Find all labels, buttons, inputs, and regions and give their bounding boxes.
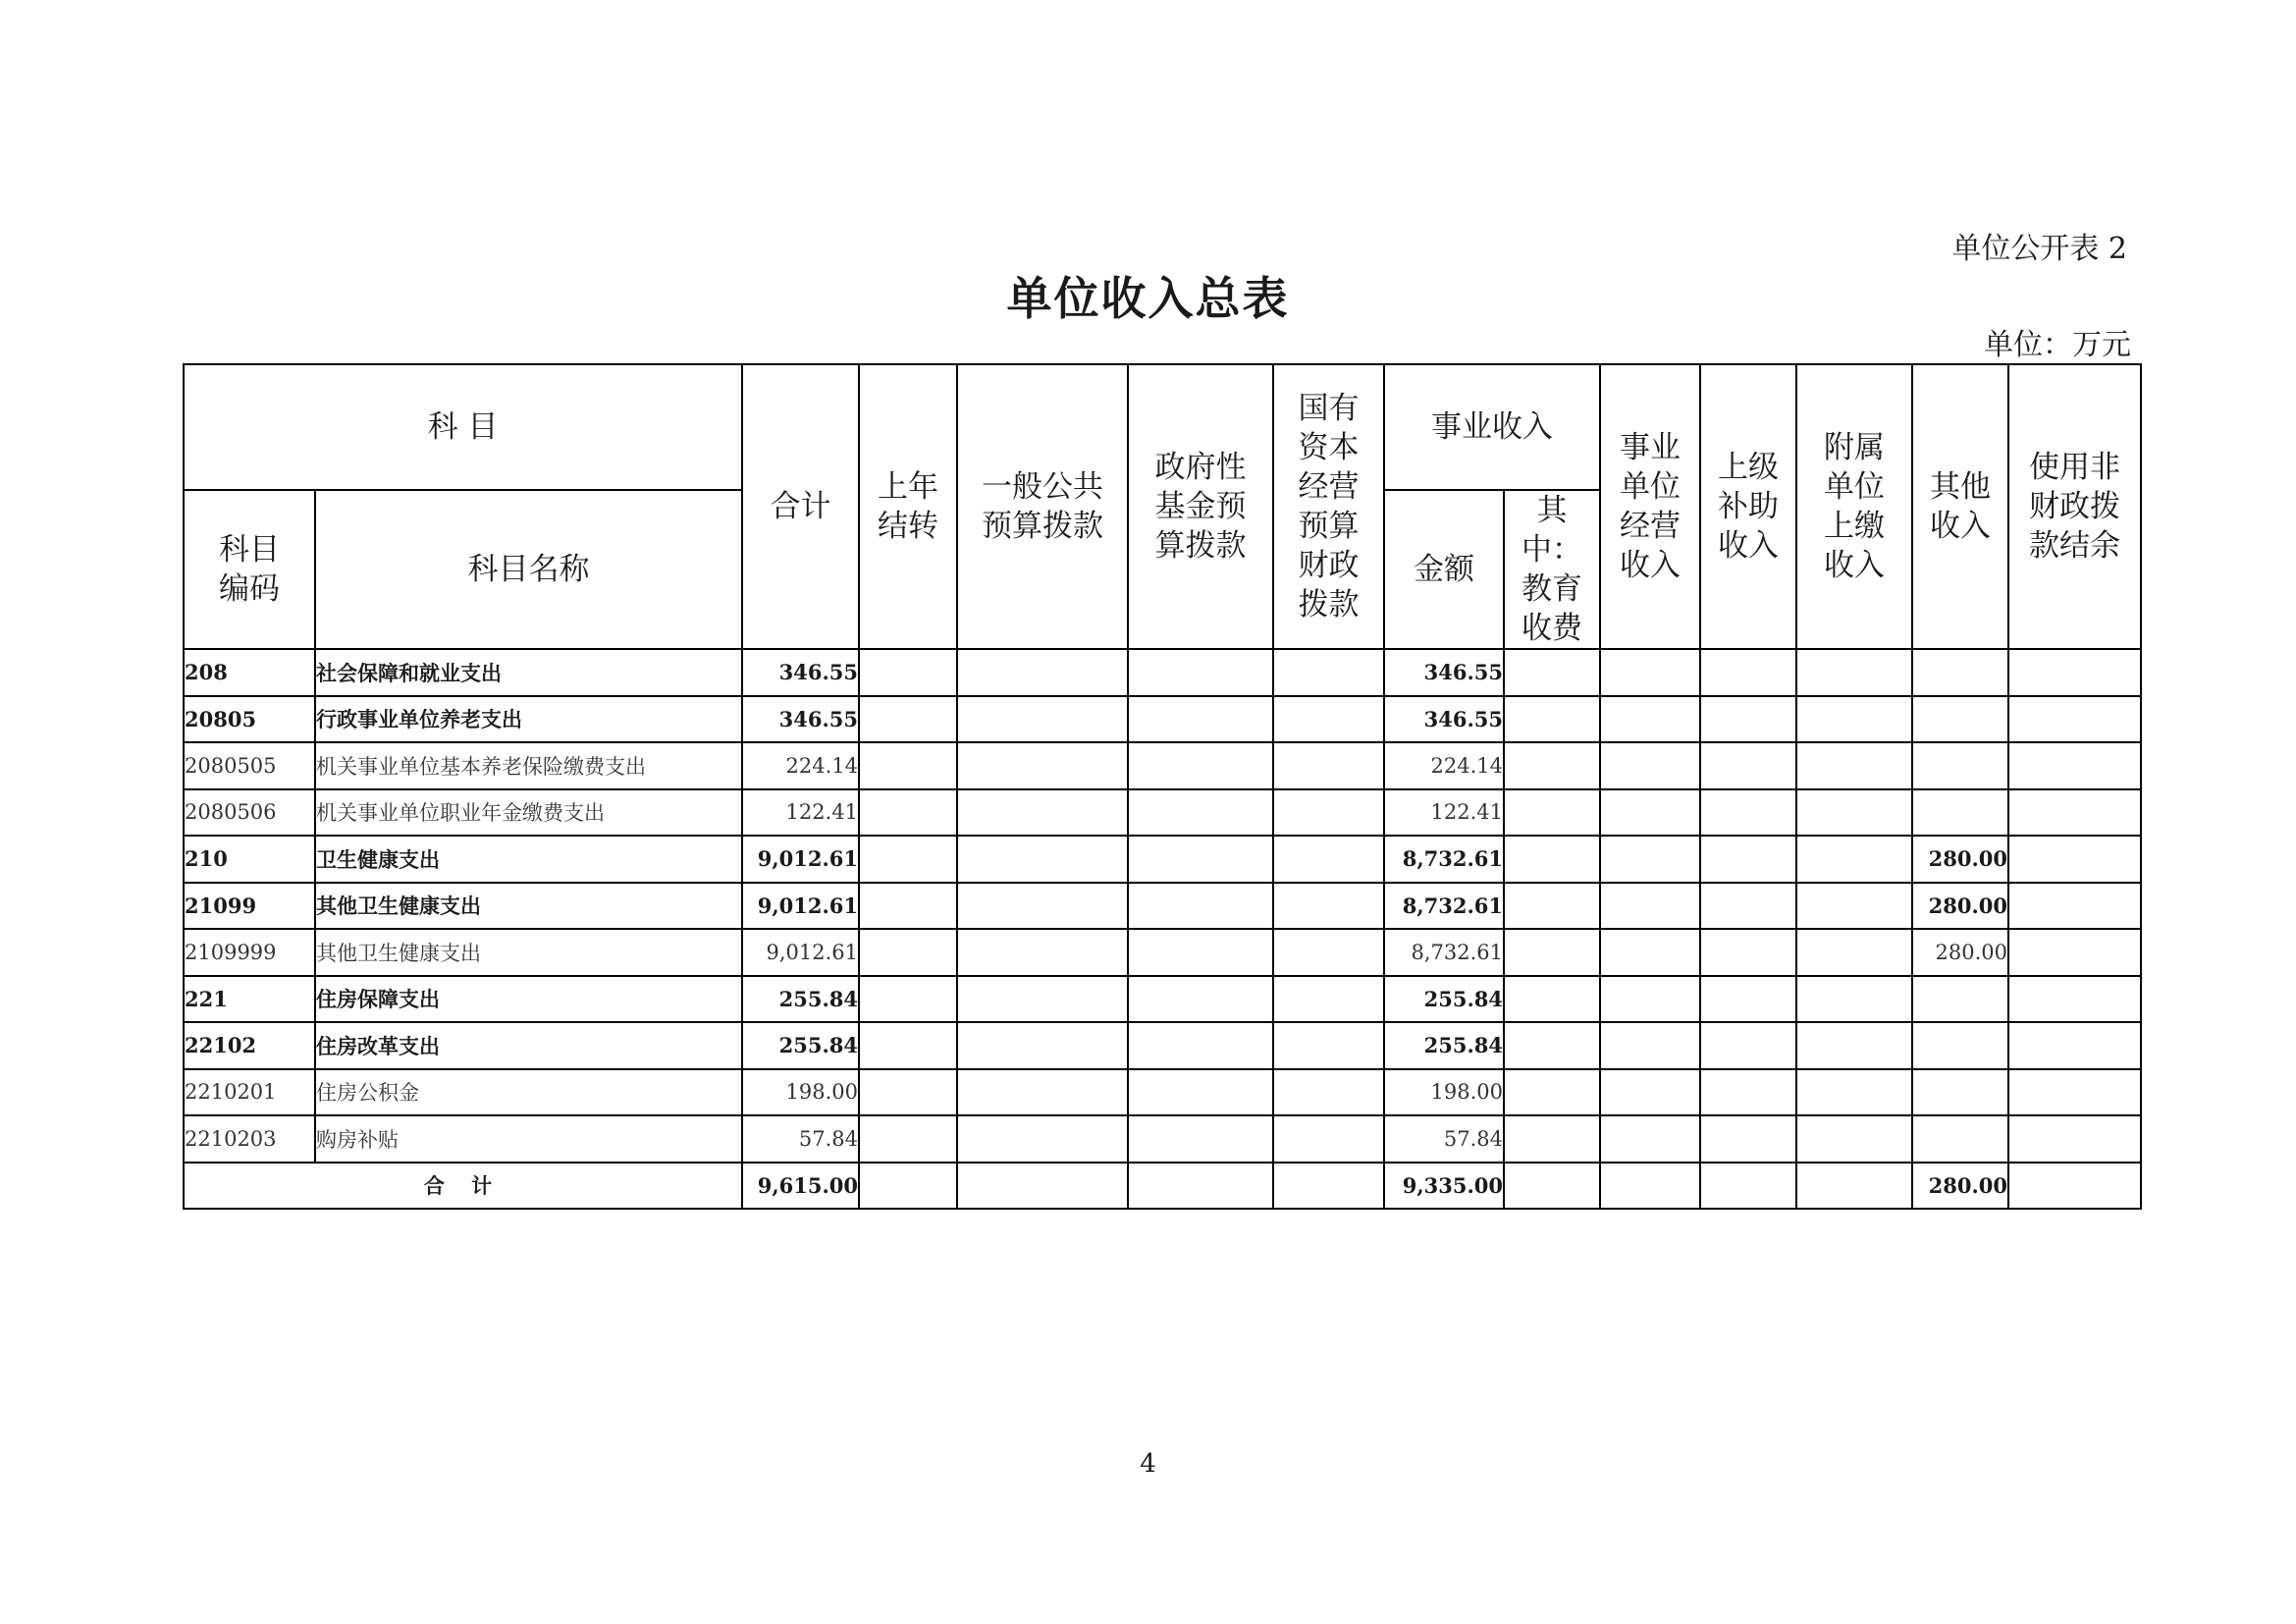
cell-name: 卫生健康支出 [315, 836, 742, 883]
cell-name: 行政事业单位养老支出 [315, 696, 742, 743]
cell-name: 机关事业单位职业年金缴费支出 [315, 789, 742, 837]
cell-code: 21099 [184, 883, 315, 930]
cell-other [1912, 1069, 2008, 1116]
cell-code: 221 [184, 976, 315, 1023]
cell-other: 280.00 [1912, 1163, 2008, 1210]
cell-amount: 255.84 [1384, 976, 1504, 1023]
cell-other [1912, 696, 2008, 743]
header-subject-code: 科目编码 [184, 490, 315, 649]
cell-code: 2080506 [184, 789, 315, 837]
header-state-capital: 国有资本经营预算财政拨款 [1273, 364, 1384, 649]
cell-total: 346.55 [742, 696, 859, 743]
cell-total: 9,012.61 [742, 883, 859, 930]
header-superior-subsidy: 上级补助收入 [1700, 364, 1796, 649]
header-carryover: 上年结转 [859, 364, 957, 649]
header-non-fiscal-balance: 使用非财政拨款结余 [2008, 364, 2141, 649]
page-title: 单位收入总表 [1006, 272, 1290, 325]
cell-amount: 9,335.00 [1384, 1163, 1504, 1210]
cell-name: 住房改革支出 [315, 1022, 742, 1069]
header-affiliated: 附属单位上缴收入 [1796, 364, 1912, 649]
total-row [184, 1163, 2141, 1210]
table-row [184, 836, 2141, 883]
header-total: 合计 [742, 364, 859, 649]
cell-code: 208 [184, 649, 315, 696]
cell-amount: 8,732.61 [1384, 929, 1504, 976]
header-other-income: 其他收入 [1912, 364, 2008, 649]
cell-amount: 8,732.61 [1384, 836, 1504, 883]
cell-other [1912, 742, 2008, 789]
cell-other: 280.00 [1912, 836, 2008, 883]
cell-total: 9,012.61 [742, 836, 859, 883]
cell-amount: 198.00 [1384, 1069, 1504, 1116]
cell-amount: 346.55 [1384, 649, 1504, 696]
cell-code: 2109999 [184, 929, 315, 976]
income-summary-table [183, 363, 2142, 1210]
header-subject-name: 科目名称 [315, 490, 742, 649]
cell-other [1912, 649, 2008, 696]
cell-name: 其他卫生健康支出 [315, 929, 742, 976]
table-row [184, 696, 2141, 743]
cell-name: 住房保障支出 [315, 976, 742, 1023]
page-number: 4 [1140, 1449, 1156, 1479]
cell-total: 255.84 [742, 1022, 859, 1069]
cell-total: 9,615.00 [742, 1163, 859, 1210]
table-row [184, 1022, 2141, 1069]
cell-amount: 8,732.61 [1384, 883, 1504, 930]
header-row-1 [184, 364, 2141, 490]
header-gov-fund: 政府性基金预算拨款 [1128, 364, 1273, 649]
table-row [184, 742, 2141, 789]
cell-amount: 224.14 [1384, 742, 1504, 789]
cell-name: 住房公积金 [315, 1069, 742, 1116]
header-operating-income: 事业单位经营收入 [1600, 364, 1700, 649]
cell-other [1912, 1022, 2008, 1069]
cell-total: 255.84 [742, 976, 859, 1023]
header-business-income: 事业收入 [1384, 364, 1600, 490]
cell-code: 22102 [184, 1022, 315, 1069]
total-label: 合 计 [184, 1163, 742, 1210]
form-number: 单位公开表 2 [1951, 232, 2127, 266]
cell-other: 280.00 [1912, 929, 2008, 976]
unit-label: 单位：万元 [1984, 328, 2131, 362]
table-row [184, 1115, 2141, 1163]
cell-amount: 122.41 [1384, 789, 1504, 837]
cell-code: 2210203 [184, 1115, 315, 1163]
table-row [184, 883, 2141, 930]
header-amount: 金额 [1384, 490, 1504, 649]
cell-total: 346.55 [742, 649, 859, 696]
cell-code: 2080505 [184, 742, 315, 789]
cell-other: 280.00 [1912, 883, 2008, 930]
table-row [184, 789, 2141, 837]
cell-amount: 346.55 [1384, 696, 1504, 743]
cell-total: 198.00 [742, 1069, 859, 1116]
cell-total: 122.41 [742, 789, 859, 837]
cell-other [1912, 1115, 2008, 1163]
cell-amount: 255.84 [1384, 1022, 1504, 1069]
table-row [184, 649, 2141, 696]
header-edu-fee: 其中：教育收费 [1504, 490, 1600, 649]
cell-name: 购房补贴 [315, 1115, 742, 1163]
cell-total: 9,012.61 [742, 929, 859, 976]
cell-other [1912, 976, 2008, 1023]
cell-code: 20805 [184, 696, 315, 743]
header-subject: 科 目 [184, 364, 742, 490]
table-row [184, 1069, 2141, 1116]
cell-name: 社会保障和就业支出 [315, 649, 742, 696]
cell-code: 2210201 [184, 1069, 315, 1116]
cell-name: 其他卫生健康支出 [315, 883, 742, 930]
table-row [184, 976, 2141, 1023]
cell-amount: 57.84 [1384, 1115, 1504, 1163]
cell-other [1912, 789, 2008, 837]
cell-total: 224.14 [742, 742, 859, 789]
cell-name: 机关事业单位基本养老保险缴费支出 [315, 742, 742, 789]
header-general-budget: 一般公共预算拨款 [957, 364, 1128, 649]
cell-code: 210 [184, 836, 315, 883]
cell-total: 57.84 [742, 1115, 859, 1163]
table-row [184, 929, 2141, 976]
